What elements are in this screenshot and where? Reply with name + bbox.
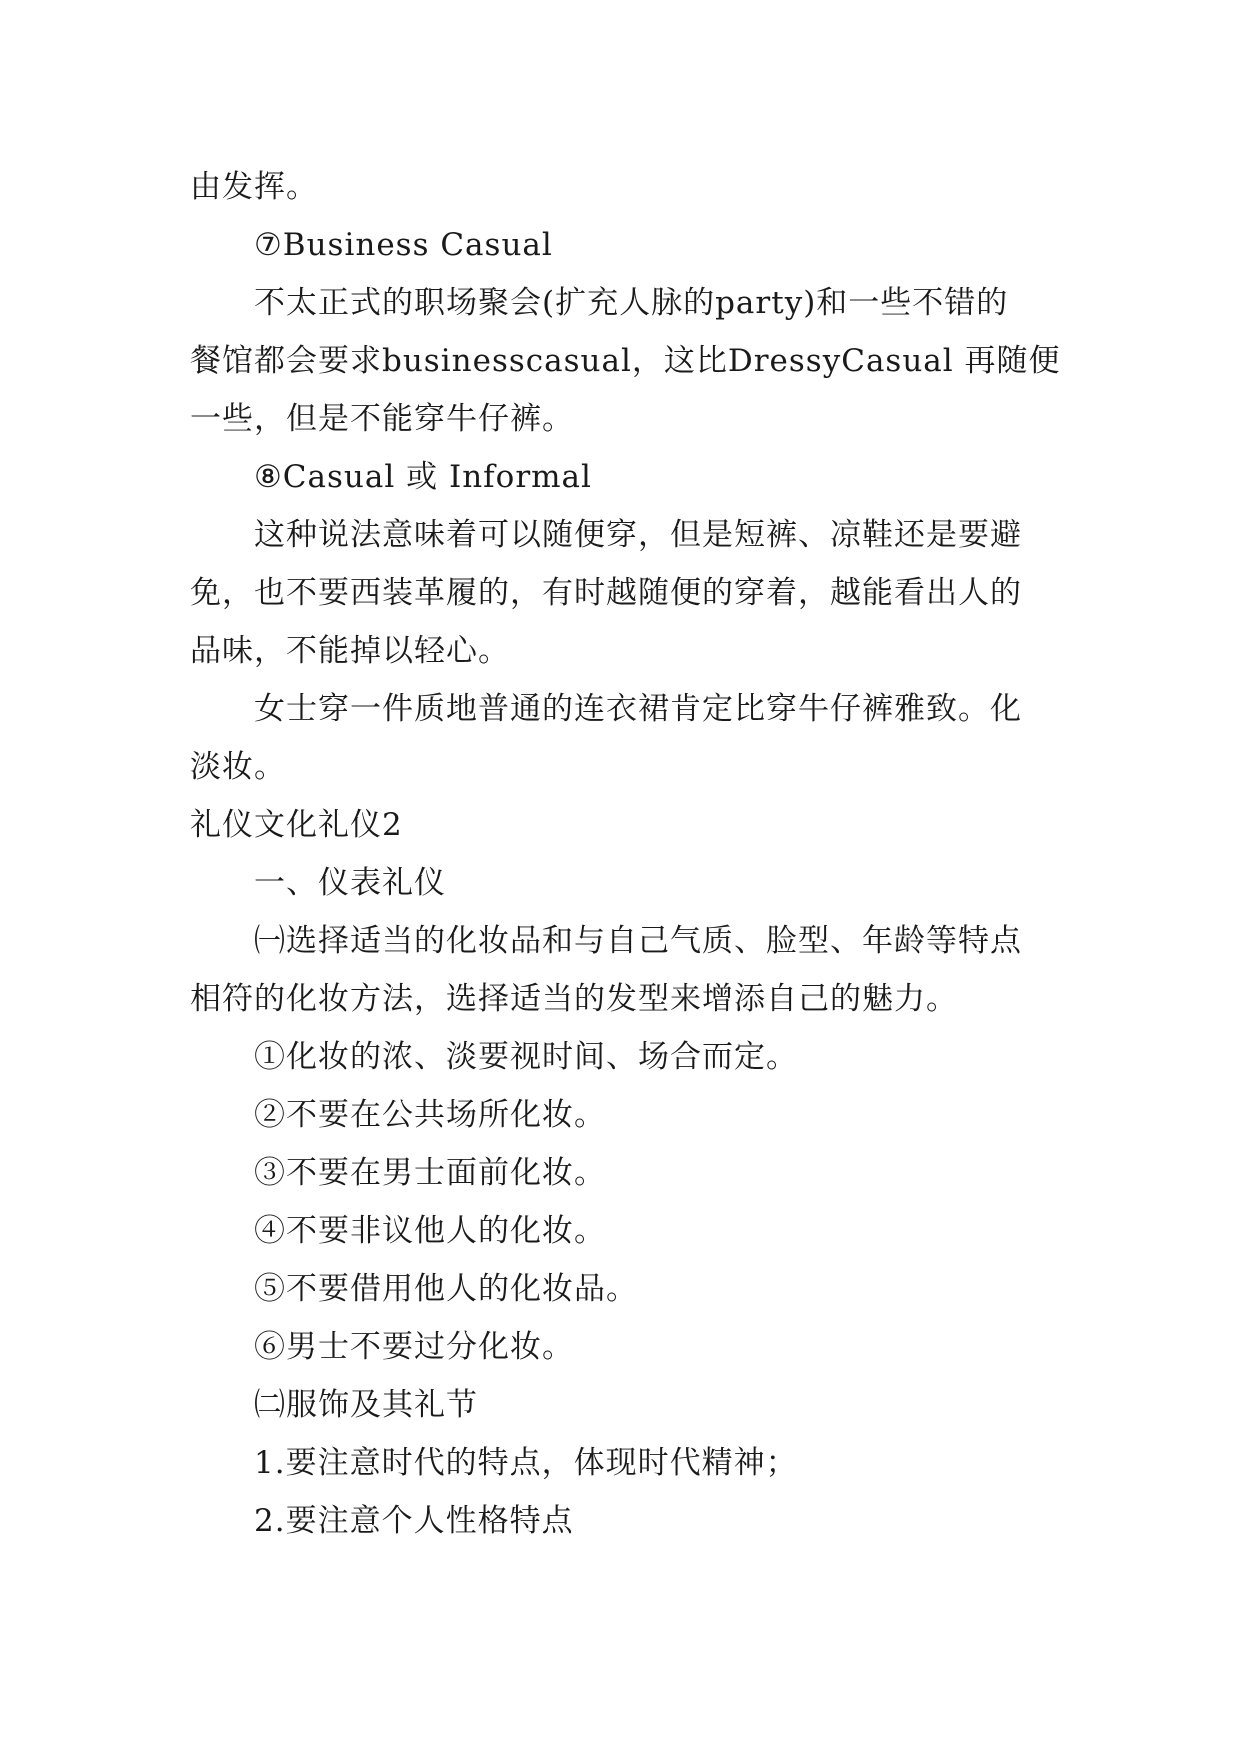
paragraph-line: ⑧Casual 或 Informal bbox=[254, 459, 592, 495]
paragraph-line: 这种说法意味着可以随便穿，但是短裤、凉鞋还是要避 bbox=[254, 517, 1022, 553]
list-item: ④不要非议他人的化妆。 bbox=[254, 1213, 606, 1249]
paragraph-line: 一些，但是不能穿牛仔裤。 bbox=[190, 401, 574, 437]
paragraph-line: ⑦Business Casual bbox=[254, 227, 553, 263]
list-item: ③不要在男士面前化妆。 bbox=[254, 1155, 606, 1191]
paragraph-line: 女士穿一件质地普通的连衣裙肯定比穿牛仔裤雅致。化 bbox=[254, 691, 1022, 727]
paragraph-line: 相符的化妆方法，选择适当的发型来增添自己的魅力。 bbox=[190, 981, 958, 1017]
section-heading: 礼仪文化礼仪2 bbox=[190, 807, 403, 843]
paragraph-line: 餐馆都会要求businesscasual，这比DressyCasual 再随便 bbox=[190, 343, 1061, 379]
list-item: 2.要注意个人性格特点 bbox=[254, 1503, 574, 1539]
document-body bbox=[190, 158, 1061, 1550]
list-item: 1.要注意时代的特点，体现时代精神； bbox=[254, 1445, 798, 1481]
list-item: ⑤不要借用他人的化妆品。 bbox=[254, 1271, 638, 1307]
subsection-heading: 一、仪表礼仪 bbox=[254, 865, 446, 901]
paragraph-line: 不太正式的职场聚会(扩充人脉的party)和一些不错的 bbox=[254, 285, 1009, 321]
list-item: ②不要在公共场所化妆。 bbox=[254, 1097, 606, 1133]
paragraph-line: 淡妆。 bbox=[190, 749, 286, 785]
paragraph-line: ㈠选择适当的化妆品和与自己气质、脸型、年龄等特点 bbox=[254, 923, 1022, 959]
subsection-heading: ㈡服饰及其礼节 bbox=[254, 1387, 478, 1423]
list-item: ⑥男士不要过分化妆。 bbox=[254, 1329, 574, 1365]
paragraph-line: 免，也不要西装革履的，有时越随便的穿着，越能看出人的 bbox=[190, 575, 1022, 611]
list-item: ①化妆的浓、淡要视时间、场合而定。 bbox=[254, 1039, 798, 1075]
paragraph-line: 品味，不能掉以轻心。 bbox=[190, 633, 510, 669]
paragraph-line: 由发挥。 bbox=[190, 169, 318, 205]
